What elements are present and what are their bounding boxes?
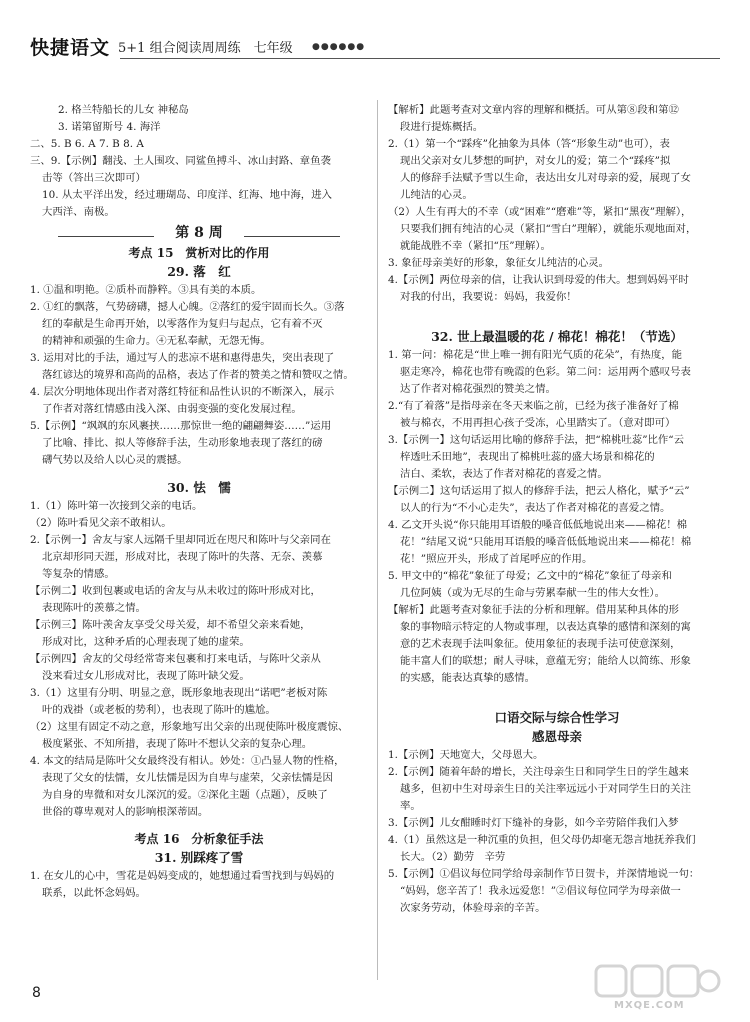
answer-line: 的精神和顽强的生命力。④无私奉献，无怨无悔。 [42,335,271,347]
answer-line: 大西洋、南极。 [42,206,115,218]
answer-line: 2.“有了着落”是指母亲在冬天来临之前，已经为孩子准备好了棉 [388,400,679,412]
answer-line: （2）陈叶看见父亲不敢相认。 [30,517,172,529]
answer-line: 落红谚达的境界和高尚的品格，表达了作者的赞美之情和赞叹之情。 [42,369,354,381]
answer-line: 二、5. B 6. A 7. B 8. A [30,138,144,150]
answer-line: （2）人生有再大的不幸（或“困难”“磨难”等，紧扣“黑夜”理解）， [388,206,692,218]
answer-line: 3.【示例一】这句话运用比喻的修辞手法，把“棉桃吐蕊”比作“云 [388,434,685,446]
answer-line: 几位阿姨（或为无尽的生命与劳累奉献一生的伟大女性）。 [400,587,665,599]
oral-section-subtitle: 感恩母亲 [531,729,582,744]
answer-line: 只要我们拥有纯洁的心灵（紧扣“雪白”理解），就能乐观地面对， [400,223,697,235]
header-rule [120,58,720,59]
answer-line: 达了作者对棉花强烈的赞美之情。 [400,383,556,395]
answer-line: 【示例三】陈叶羡舍友享受父母关爱，却不希望父亲来看她， [30,619,311,631]
answer-line: 礴气势以及给人以心灵的震撼。 [42,454,188,466]
oral-section-answers [388,747,726,917]
answer-line: 【解析】此题考查对象征手法的分析和理解。借用某种具体的形 [388,604,679,616]
answer-line: 为自身的卑微和对女儿深沉的爱。②深化主题（点题），反映了 [42,789,328,801]
answer-line: 的实感，能表达真挚的感情。 [400,672,536,684]
answer-line: 3. 运用对比的手法，通过写人的悲凉不堪和惠得患失，突出表现了 [30,352,335,364]
spacer [388,306,726,328]
answer-line: 意的艺术表现手法叫象征。使用象征的表现手法可使意深刻， [400,638,681,650]
grade-dots: ●●●●●● [312,42,366,52]
passage-32-title: 32. 世上最温暖的花 / 棉花！棉花！（节选） [431,329,683,344]
passage-32-answers [388,347,726,687]
answer-line: 北京却形同天涯，形成对比，表现了陈叶的失落、无奈、羡慕 [42,551,323,563]
answer-line: 3.【示例】儿女酣睡时灯下缝补的身影，如今辛劳陪伴我们入梦 [388,817,679,829]
answer-line: 2. ①红的飘落，气势磅礴，撼人心魄。②落红的爱宇固而长久。③落 [30,301,345,313]
book-subtitle: 5+1 组合阅读周周练 七年级 [118,41,293,56]
answer-line: 红的奉献是生命再开始，以零落作为复归与起点，它有着不灭 [42,318,323,330]
answer-line: 3. 象征母亲美好的形象，象征女儿纯洁的心灵。 [388,257,610,269]
answer-line: 次家务劳动，体验母亲的辛苦。 [400,902,546,914]
answer-line: 2.【示例一】舍友与家人远隔千里却同近在咫尺和陈叶与父亲同在 [30,534,331,546]
answer-line: 就能战胜不幸（紧扣“压”理解）。 [400,240,551,252]
answer-line: 儿纯洁的心灵。 [400,189,473,201]
passage-29-answers [30,282,368,469]
watermark-text: MXQE.COM [614,1000,685,1011]
answer-line: 4. 层次分明地体现出作者对落红特征和品性认识的不断深入，展示 [30,386,335,398]
answer-line: 1. 第一问：棉花是“世上唯一拥有阳光气质的花朵”，有热度，能 [388,349,682,361]
passage-29-title: 29. 落 红 [167,264,231,279]
passage-31-title: 31. 别踩疼了雪 [154,850,244,865]
answer-line: 表现了父女的怯懦，女儿怯懦是因为自卑与虚荣，父亲怯懦是因 [42,772,333,784]
answer-line: 4.【示例】两位母亲的信，让我认识到母爱的伟大。想到妈妈平时 [388,274,689,286]
column-divider [377,100,378,980]
answer-line: 能丰富人们的联想；耐人寻味，意蕴无穷；能给人以简练、形象 [400,655,691,667]
answer-line: 象的事物暗示特定的人物或事理，以表达真挚的感情和深刻的寓 [400,621,691,633]
answer-line: 三、9.【示例】翻浅、土人围攻、同鲨鱼搏斗、冰山封路、章鱼袭 [30,155,331,167]
answer-line: 长大。（2）勤劳 辛劳 [400,851,506,863]
answer-line: 率。 [400,800,421,812]
topic-16-heading: 考点 16 分析象征手法 [134,832,264,846]
answer-line: 【示例二】收到包裹或电话的舍友与从未收过的陈叶形成对比， [30,585,321,597]
answer-line: 极度紧张、不知所措，表现了陈叶不想认父亲的复杂心理。 [42,738,313,750]
answer-line: 洁白、柔软，表达了作者对棉花的喜爱之情。 [400,468,608,480]
answer-line: 世俗的尊卑观对人的影响根深蒂固。 [42,806,209,818]
answer-line: 1. ①温和明艳。②质朴而静粹。③具有美的本质。 [30,284,262,296]
left-column [30,102,368,902]
answer-line: 了作者对落红情感由浅入深、由弱变强的变化发展过程。 [42,403,302,415]
answer-line: 3. 诺第留斯号 4. 海洋 [58,121,161,133]
passage-31-answers [30,868,368,902]
answer-line: 形成对比，这种矛盾的心理表现了她的虚荣。 [42,636,250,648]
answer-line: 4.（1）虽然这是一种沉重的负担，但父母仍却毫无怨言地抚养我们 [388,834,696,846]
answer-line: 4. 本文的结局是陈叶父女最终没有相认。妙处：①凸显人物的性格， [30,755,345,767]
answer-line: 花！”照应开头，形成了首尾呼应的作用。 [400,553,593,565]
answer-line: 现出父亲对女儿梦想的呵护，对女儿的爱；第二个“踩疼”拟 [400,155,671,167]
answer-line: 表现陈叶的羡慕之情。 [42,602,146,614]
spacer [30,469,368,479]
answer-group-1 [30,102,368,136]
week-heading: 第 8 周 [30,225,368,245]
passage-31-answers-cont [388,102,726,306]
answer-line: 【示例四】舍友的父母经常寄来包裹和打来电话，与陈叶父亲从 [30,653,321,665]
answer-line: 5.【示例】①倡议每位同学给母亲制作节日贺卡，并深情地说一句： [388,868,700,880]
answer-line: 击等（答出三次即可） [42,172,146,184]
page-header [30,33,720,61]
answer-line: （2）这里有固定不动之意，形象地写出父亲的出现使陈叶极度震惊、 [30,721,349,733]
spacer [30,821,368,831]
page-number: 8 [32,985,41,1001]
answer-line: 叶的戏褂（或老板的势利），也表现了陈叶的尴尬。 [42,704,276,716]
answer-line: 2.【示例】随着年龄的增长，关注母亲生日和同学生日的学生越来 [388,766,689,778]
answer-line: 花！”结尾又说“只能用耳语般的嗓音低低地说出来——棉花！棉 [400,536,692,548]
answer-group-2 [30,136,368,221]
answer-line: 5.【示例】“飒飒的东风裹挟……那惊世一绝的翩翩舞姿……”运用 [30,420,332,432]
answer-line: 2.（1）第一个“踩疼”化抽象为具体（答“形象生动”也可），表 [388,138,670,150]
answer-line: 【解析】此题考查对文章内容的理解和概括。可从第⑧段和第⑫ [388,104,679,116]
spacer [388,687,726,709]
answer-line: 3.（1）这里有分明、明显之意，既形象地表现出“诺吧”老板对陈 [30,687,328,699]
answer-line: 5. 甲文中的“棉花”象征了母爱；乙文中的“棉花”象征了母亲和 [388,570,672,582]
answer-line: 对我的付出，我要说：妈妈，我爱你！ [400,291,577,303]
passage-30-title: 30. 怯 懦 [167,480,231,495]
answer-line: 1. 在女儿的心中，雪花是妈妈变成的，她想通过看雪找到与妈妈的 [30,870,335,882]
answer-line: 1.【示例】天地宽大，父母恩大。 [388,749,544,761]
answer-line: 了比喻、排比、拟人等修辞手法，生动形象地表现了落红的磅 [42,437,323,449]
answer-line: 以人的行为“不小心走失”，表达了作者对棉花的喜爱之情。 [400,502,671,514]
answer-line: 梓透吐禾田地”，表现出了棉桃吐蕊的盛大场景和棉花的 [400,451,655,463]
answer-line: 驱走寒冷，棉花也带有晚霞的色彩。第二问：运用两个感叹号表 [400,366,691,378]
passage-30-answers [30,498,368,821]
answer-line: “妈妈，您辛苦了！我永远爱您！”②倡议每位同学为母亲做一 [400,885,681,897]
answer-line: 【示例二】这句话运用了拟人的修辞手法，把云人格化，赋予“云” [388,485,690,497]
topic-15-heading: 考点 15 赏析对比的作用 [128,246,270,260]
answer-line: 1.（1）陈叶第一次接到父亲的电话。 [30,500,203,512]
answer-line: 10. 从太平洋出发，经过珊瑚岛、印度洋、红海、地中海，进入 [42,189,332,201]
answer-line: 人的修辞手法赋予雪以生命，表达出女儿对母亲的爱，展现了女 [400,172,691,184]
answer-line: 没来看过女儿形成对比，表现了陈叶缺父爱。 [42,670,250,682]
answer-line: 越多，但初中生对母亲生日的关注率远远小于对同学生日的关注 [400,783,691,795]
brand-title: 快捷语文 [30,37,111,59]
answer-line: 4. 乙文开头说“你只能用耳语般的嗓音低低地说出来——棉花！棉 [388,519,688,531]
answer-line: 等复杂的情感。 [42,568,115,580]
answer-line: 2. 格兰特船长的儿女 神秘岛 [58,104,189,116]
answer-line: 联系，以此怀念妈妈。 [42,887,146,899]
oral-section-title: 口语交际与综合性学习 [494,710,620,725]
right-column [388,102,726,917]
answer-line: 被与棉衣，不用再担心孩子受冻，心里踏实了。（意对即可） [400,417,676,429]
answer-line: 段进行提炼概括。 [400,121,484,133]
